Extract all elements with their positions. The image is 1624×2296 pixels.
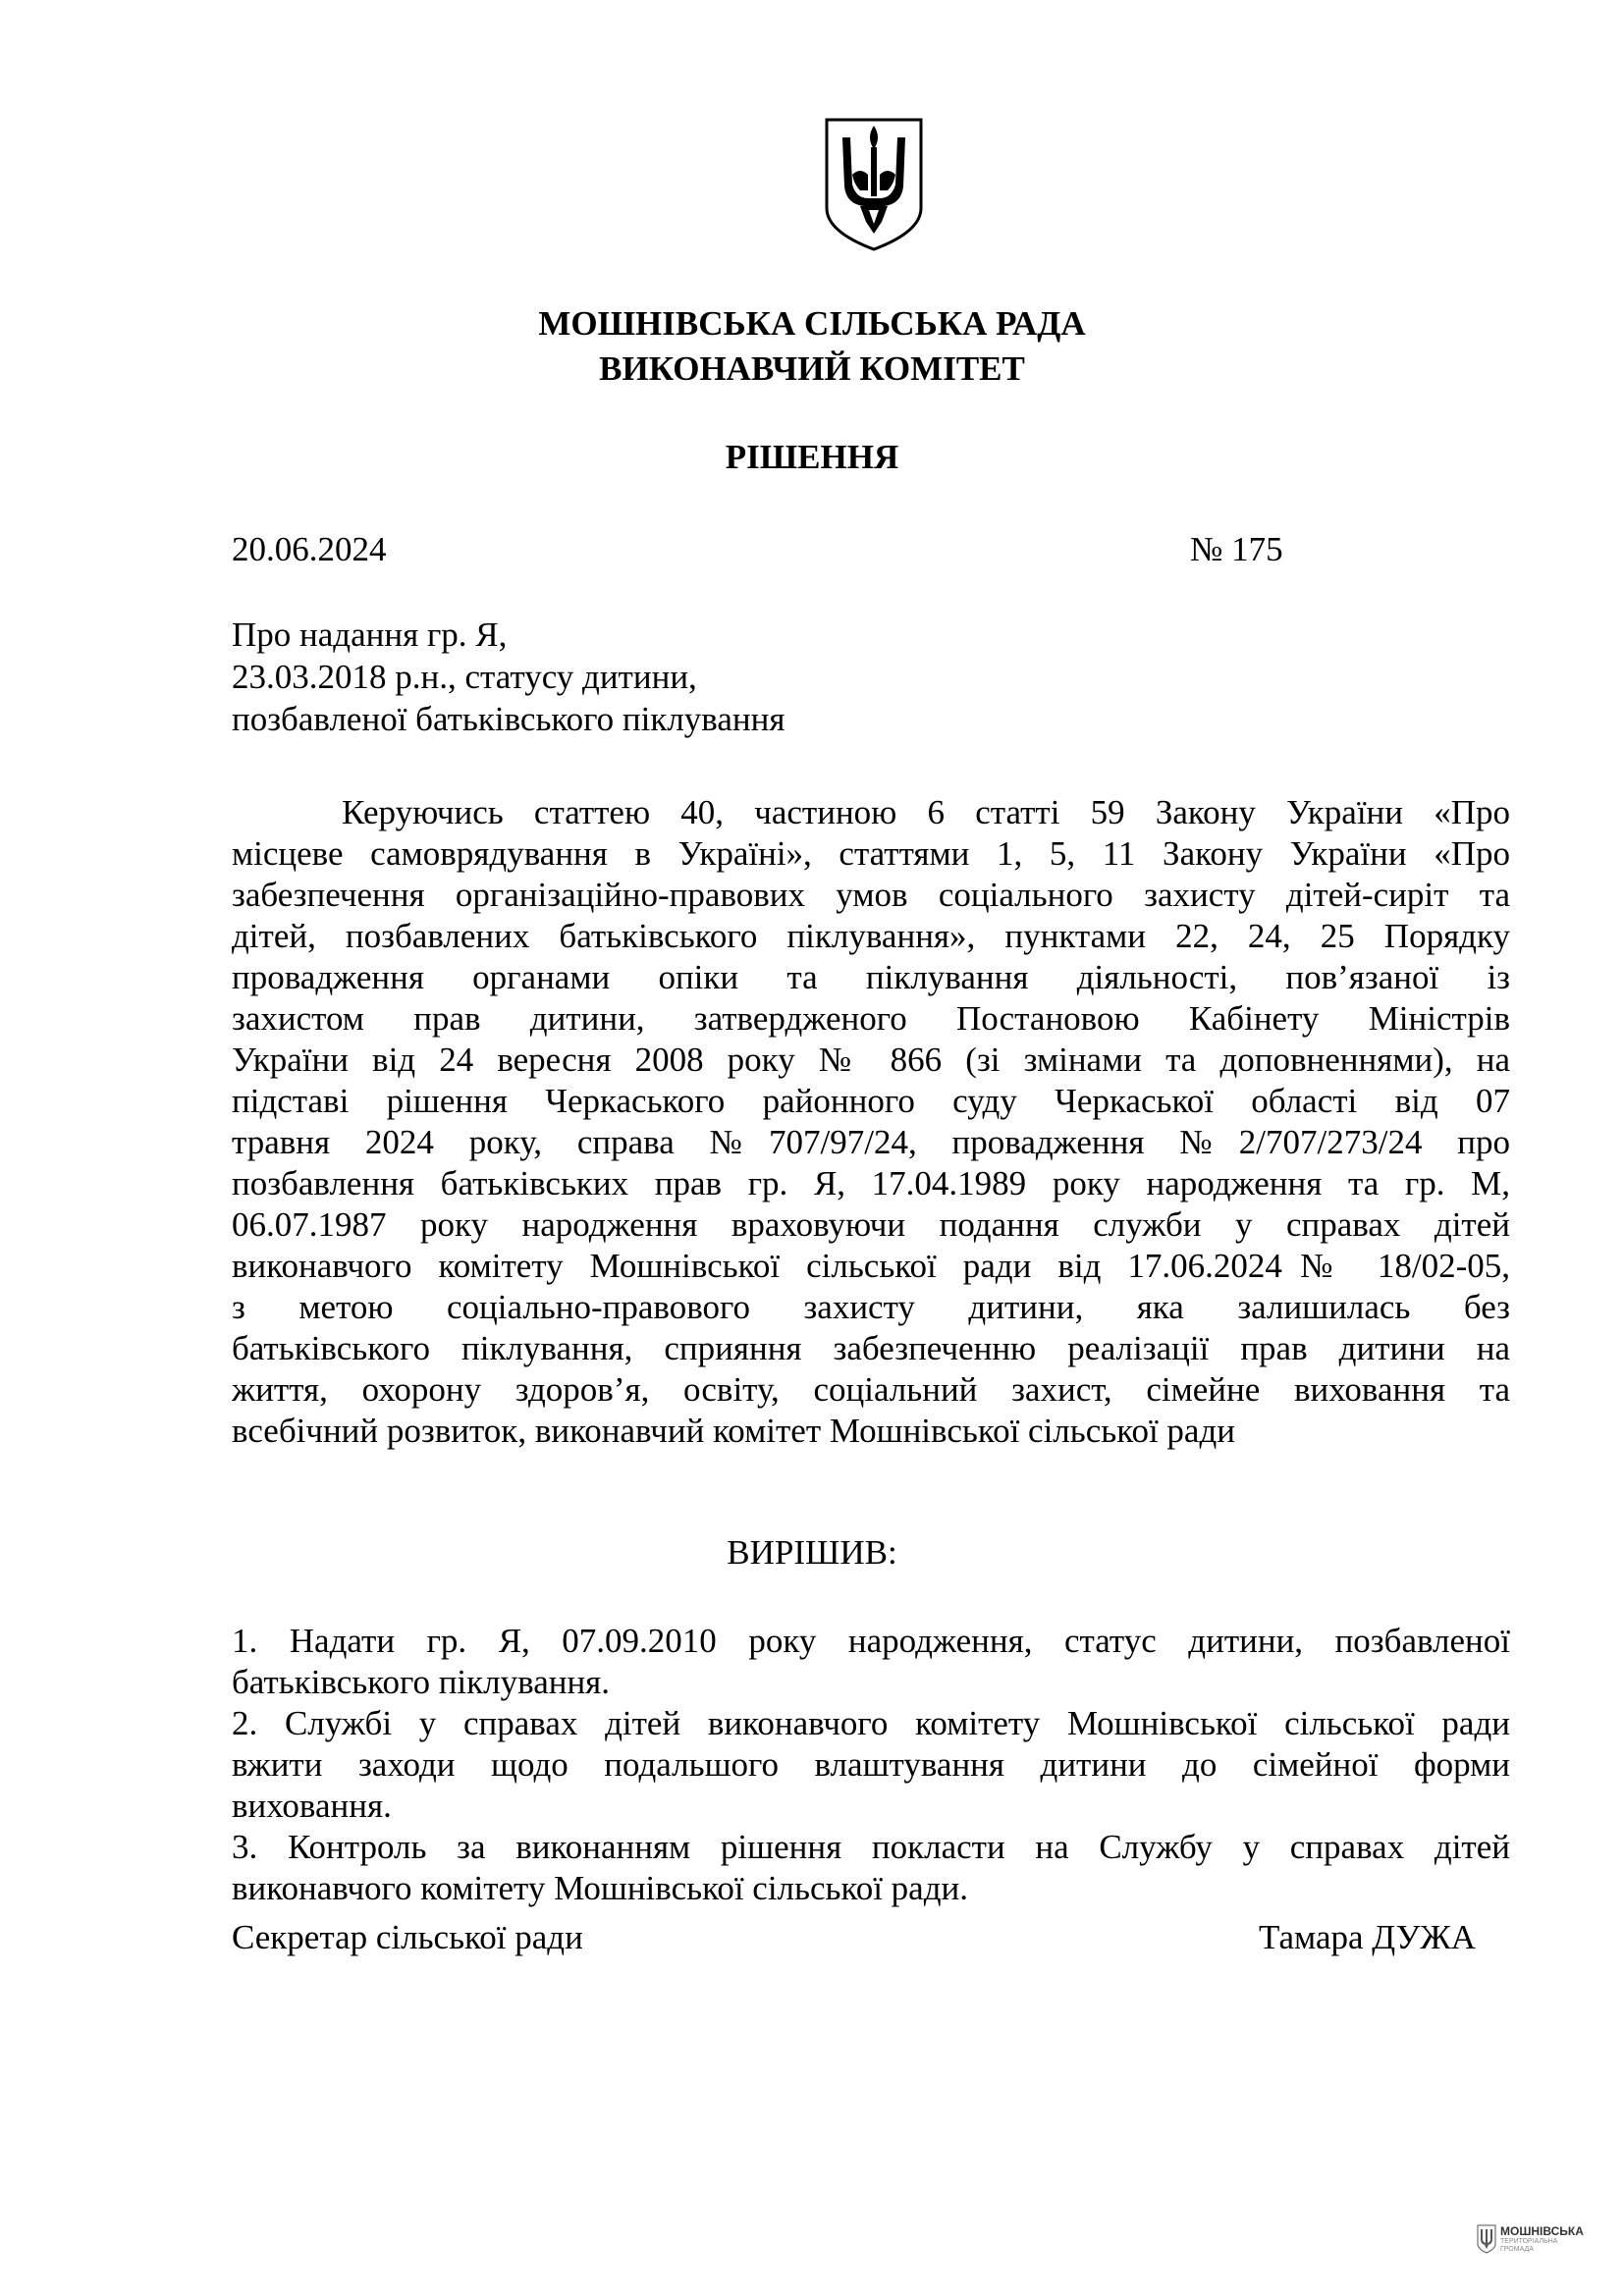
preamble-line: дітей, позбавлених батьківського піклування», пунктами 22, 24, 25 Порядку bbox=[232, 917, 1510, 955]
subject-block bbox=[232, 614, 785, 740]
resolved-heading: ВИРІШИВ: bbox=[727, 1533, 897, 1572]
community-logo bbox=[1477, 2224, 1584, 2254]
subject-line: позбавленої батьківського піклування bbox=[232, 700, 785, 738]
document-type: РІШЕННЯ bbox=[725, 438, 899, 476]
document-date: 20.06.2024 bbox=[232, 530, 387, 568]
preamble-line: з метою соціально-правового захисту дитини, яка залишилась без bbox=[232, 1288, 1510, 1326]
coat-of-arms-trident-icon bbox=[823, 116, 925, 253]
decision-item-3-line: 3. Контроль за виконанням рішення покласти на Службу у справах дітей bbox=[232, 1828, 1510, 1866]
preamble-line: забезпечення організаційно-правових умов соціального захисту дітей-сиріт та bbox=[232, 876, 1510, 914]
preamble-line: батьківського піклування, сприяння забезпеченню реалізації прав дитини на bbox=[232, 1329, 1510, 1367]
organization-name: МОШНІВСЬКА СІЛЬСЬКА РАДА bbox=[538, 304, 1086, 343]
preamble-line: виконавчого комітету Мошнівської сільської ради від 17.06.2024№ 18/02-05, bbox=[232, 1247, 1510, 1285]
signature-role: Секретар сільської ради bbox=[232, 1918, 583, 1956]
preamble-line: провадження органами опіки та піклування діяльності, пов’язаної із bbox=[232, 958, 1510, 996]
trident-icon bbox=[1477, 2224, 1496, 2254]
preamble-line: 06.07.1987 року народження враховуючи подання служби у справах дітей bbox=[232, 1205, 1510, 1244]
logo-sub-text: ТЕРИТОРІАЛЬНА bbox=[1500, 2237, 1558, 2245]
decision-item-1-line: 1. Надати гр. Я, 07.09.2010 року народження, статус дитини, позбавленої bbox=[232, 1622, 1510, 1660]
preamble-line: України від 24 вересня 2008 року № 866 (зі змінами та доповненнями), на bbox=[232, 1041, 1510, 1079]
decision-item-2-line: виховання. bbox=[232, 1787, 392, 1825]
preamble-line: всебічний розвиток, виконавчий комітет Мошнівської сільської ради bbox=[232, 1412, 1236, 1450]
decision-item-1-line: батьківського піклування. bbox=[232, 1663, 611, 1701]
preamble-line: Керуючись статтею 40, частиною 6 статті 59 Закону України «Про bbox=[342, 793, 1510, 831]
decision-item-3-line: виконавчого комітету Мошнівської сільської ради. bbox=[232, 1869, 969, 1907]
logo-sub-text: ГРОМАДА bbox=[1500, 2245, 1534, 2253]
preamble-line: життя, охорону здоров’я, освіту, соціальний захист, сімейне виховання та bbox=[232, 1370, 1510, 1409]
preamble-line: травня 2024 року, справа №707/97/24, провадження №2/707/273/24 про bbox=[232, 1123, 1510, 1161]
subject-line: 23.03.2018 р.н., статусу дитини, bbox=[232, 658, 697, 696]
preamble-line: позбавлення батьківських прав гр. Я, 17.04.1989 року народження та гр. М, bbox=[232, 1164, 1510, 1202]
subject-line: Про надання гр. Я, bbox=[232, 615, 508, 654]
preamble-line: місцеве самоврядування в Україні», статтями 1, 5, 11 Закону України «Про bbox=[232, 834, 1510, 873]
preamble-line: захистом прав дитини, затвердженого Постановою Кабінету Міністрів bbox=[232, 999, 1510, 1038]
preamble-line: підставі рішення Черкаського районного суду Черкаської області від 07 bbox=[232, 1082, 1510, 1120]
decision-item-2-line: 2. Службі у справах дітей виконавчого комітету Мошнівської сільської ради bbox=[232, 1704, 1510, 1742]
committee-name: ВИКОНАВЧИЙ КОМІТЕТ bbox=[599, 349, 1025, 388]
signature-name: Тамара ДУЖА bbox=[1259, 1918, 1476, 1956]
logo-main-text: МОШНІВСЬКА bbox=[1500, 2223, 1584, 2238]
decision-item-2-line: вжити заходи щодо подальшого влаштування дитини до сімейної форми bbox=[232, 1745, 1510, 1784]
document-number: № 175 bbox=[1190, 530, 1283, 568]
